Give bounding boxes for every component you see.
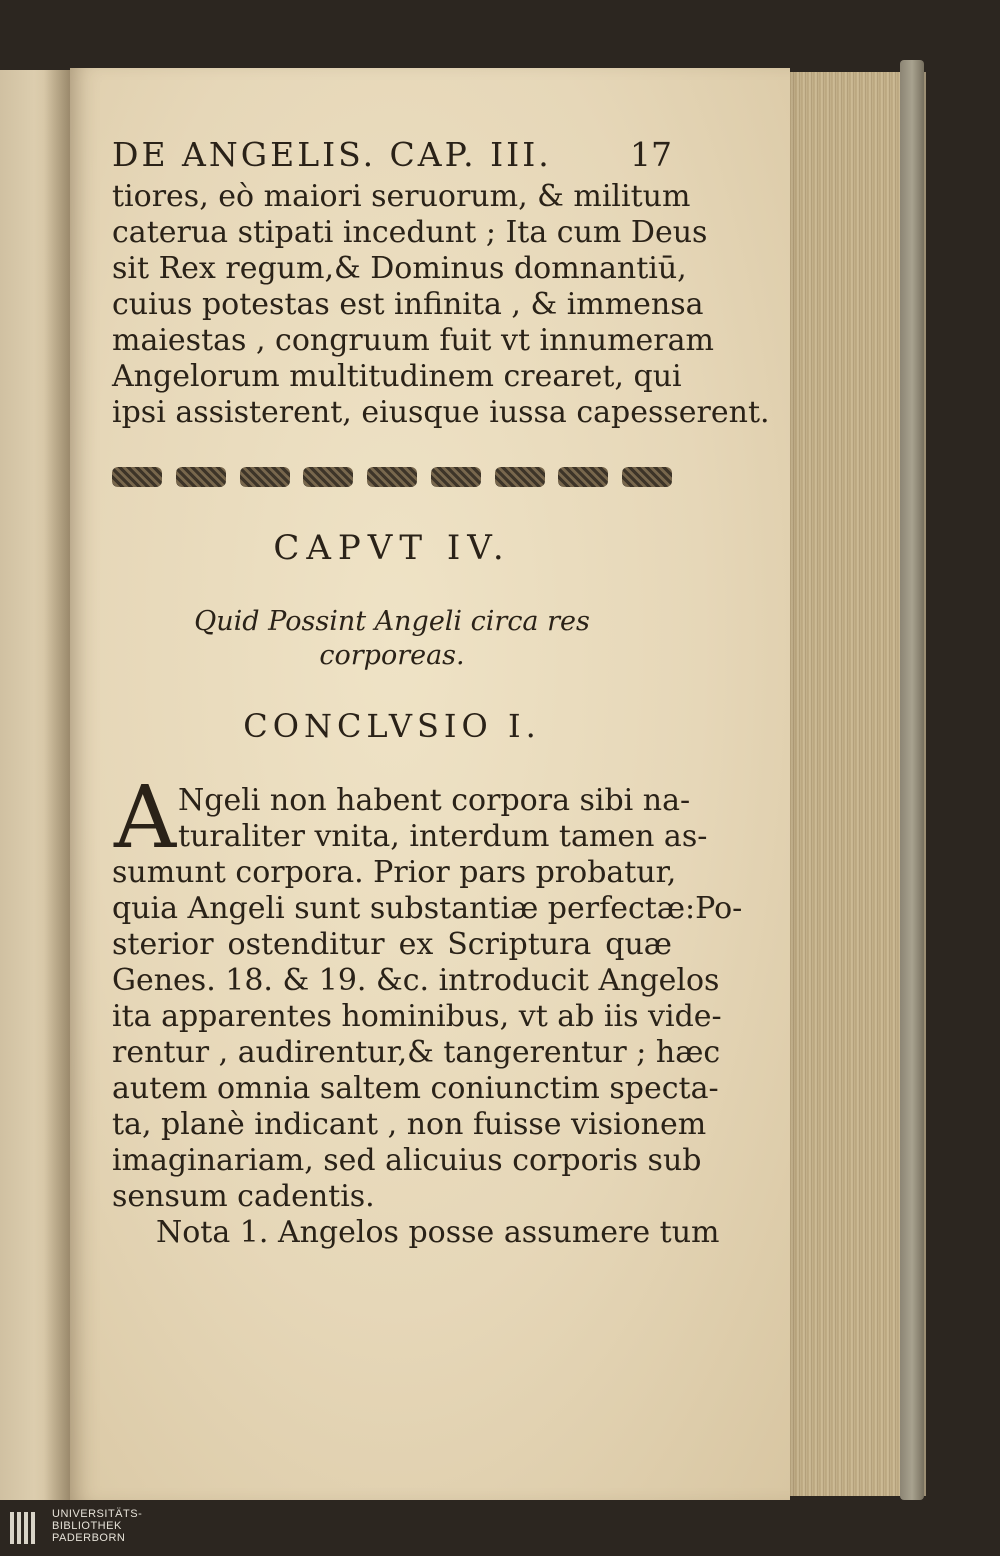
text-line: tiores, eò maiori seruorum, & militum: [112, 179, 691, 214]
library-logo-line: UNIVERSITÄTS-: [52, 1508, 143, 1520]
text-line: sterior ostenditur ex Scriptura quæ: [112, 927, 672, 962]
page-number: 17: [630, 135, 672, 174]
book-binding: [900, 60, 924, 1500]
text-line: ita apparentes hominibus, vt ab iis vide-: [112, 999, 722, 1034]
text-line: ipsi assisterent, eiusque iussa capesserent.: [112, 395, 770, 430]
chapter-subtitle-line: corporeas.: [319, 640, 465, 671]
text-line: Nota 1. Angelos posse assumere tum: [156, 1215, 720, 1250]
text-line: quia Angeli sunt substantiæ perfectæ:Po-: [112, 891, 743, 926]
text-line: caterua stipati incedunt ; Ita cum Deus: [112, 215, 708, 250]
text-line: sumunt corpora. Prior pars probatur,: [112, 855, 677, 890]
text-line: cuius potestas est infinita , & immensa: [112, 287, 704, 322]
running-header: [112, 135, 672, 174]
library-logo-icon: [10, 1512, 42, 1544]
footer-bar: [0, 1500, 1000, 1556]
text-line: turaliter vnita, interdum tamen as-: [178, 819, 708, 854]
chapter-heading: CAPVT IV.: [273, 528, 511, 568]
text-line: rentur , audirentur,& tangerentur ; hæc: [112, 1035, 721, 1070]
text-line: autem omnia saltem coniunctim specta-: [112, 1071, 719, 1106]
text-line: Angelorum multitudinem crearet, qui: [112, 359, 682, 394]
text-line: sit Rex regum,& Dominus domnantiū,: [112, 251, 687, 286]
left-page-edge: [0, 70, 70, 1500]
library-logo-line: PADERBORN: [52, 1532, 126, 1544]
chapter-subtitle-line: Quid Possint Angeli circa res: [194, 606, 590, 637]
text-line: sensum cadentis.: [112, 1179, 375, 1214]
chapter-subtitle: [112, 605, 672, 673]
ornament-divider: [112, 462, 672, 492]
text-line: Genes. 18. & 19. &c. introducit Angelos: [112, 963, 720, 998]
running-title: DE ANGELIS. CAP. III.: [112, 135, 552, 174]
drop-cap: A: [114, 768, 177, 868]
text-line: ta, planè indicant , non fuisse visionem: [112, 1107, 707, 1142]
conclusion-heading: CONCLVSIO I.: [243, 707, 541, 745]
library-logo: [52, 1508, 142, 1544]
library-logo-line: BIBLIOTHEK: [52, 1520, 122, 1532]
text-line: imaginariam, sed alicuius corporis sub: [112, 1143, 702, 1178]
text-line: Ngeli non habent corpora sibi na-: [178, 783, 691, 818]
text-line: maiestas , congruum fuit vt innumeram: [112, 323, 714, 358]
